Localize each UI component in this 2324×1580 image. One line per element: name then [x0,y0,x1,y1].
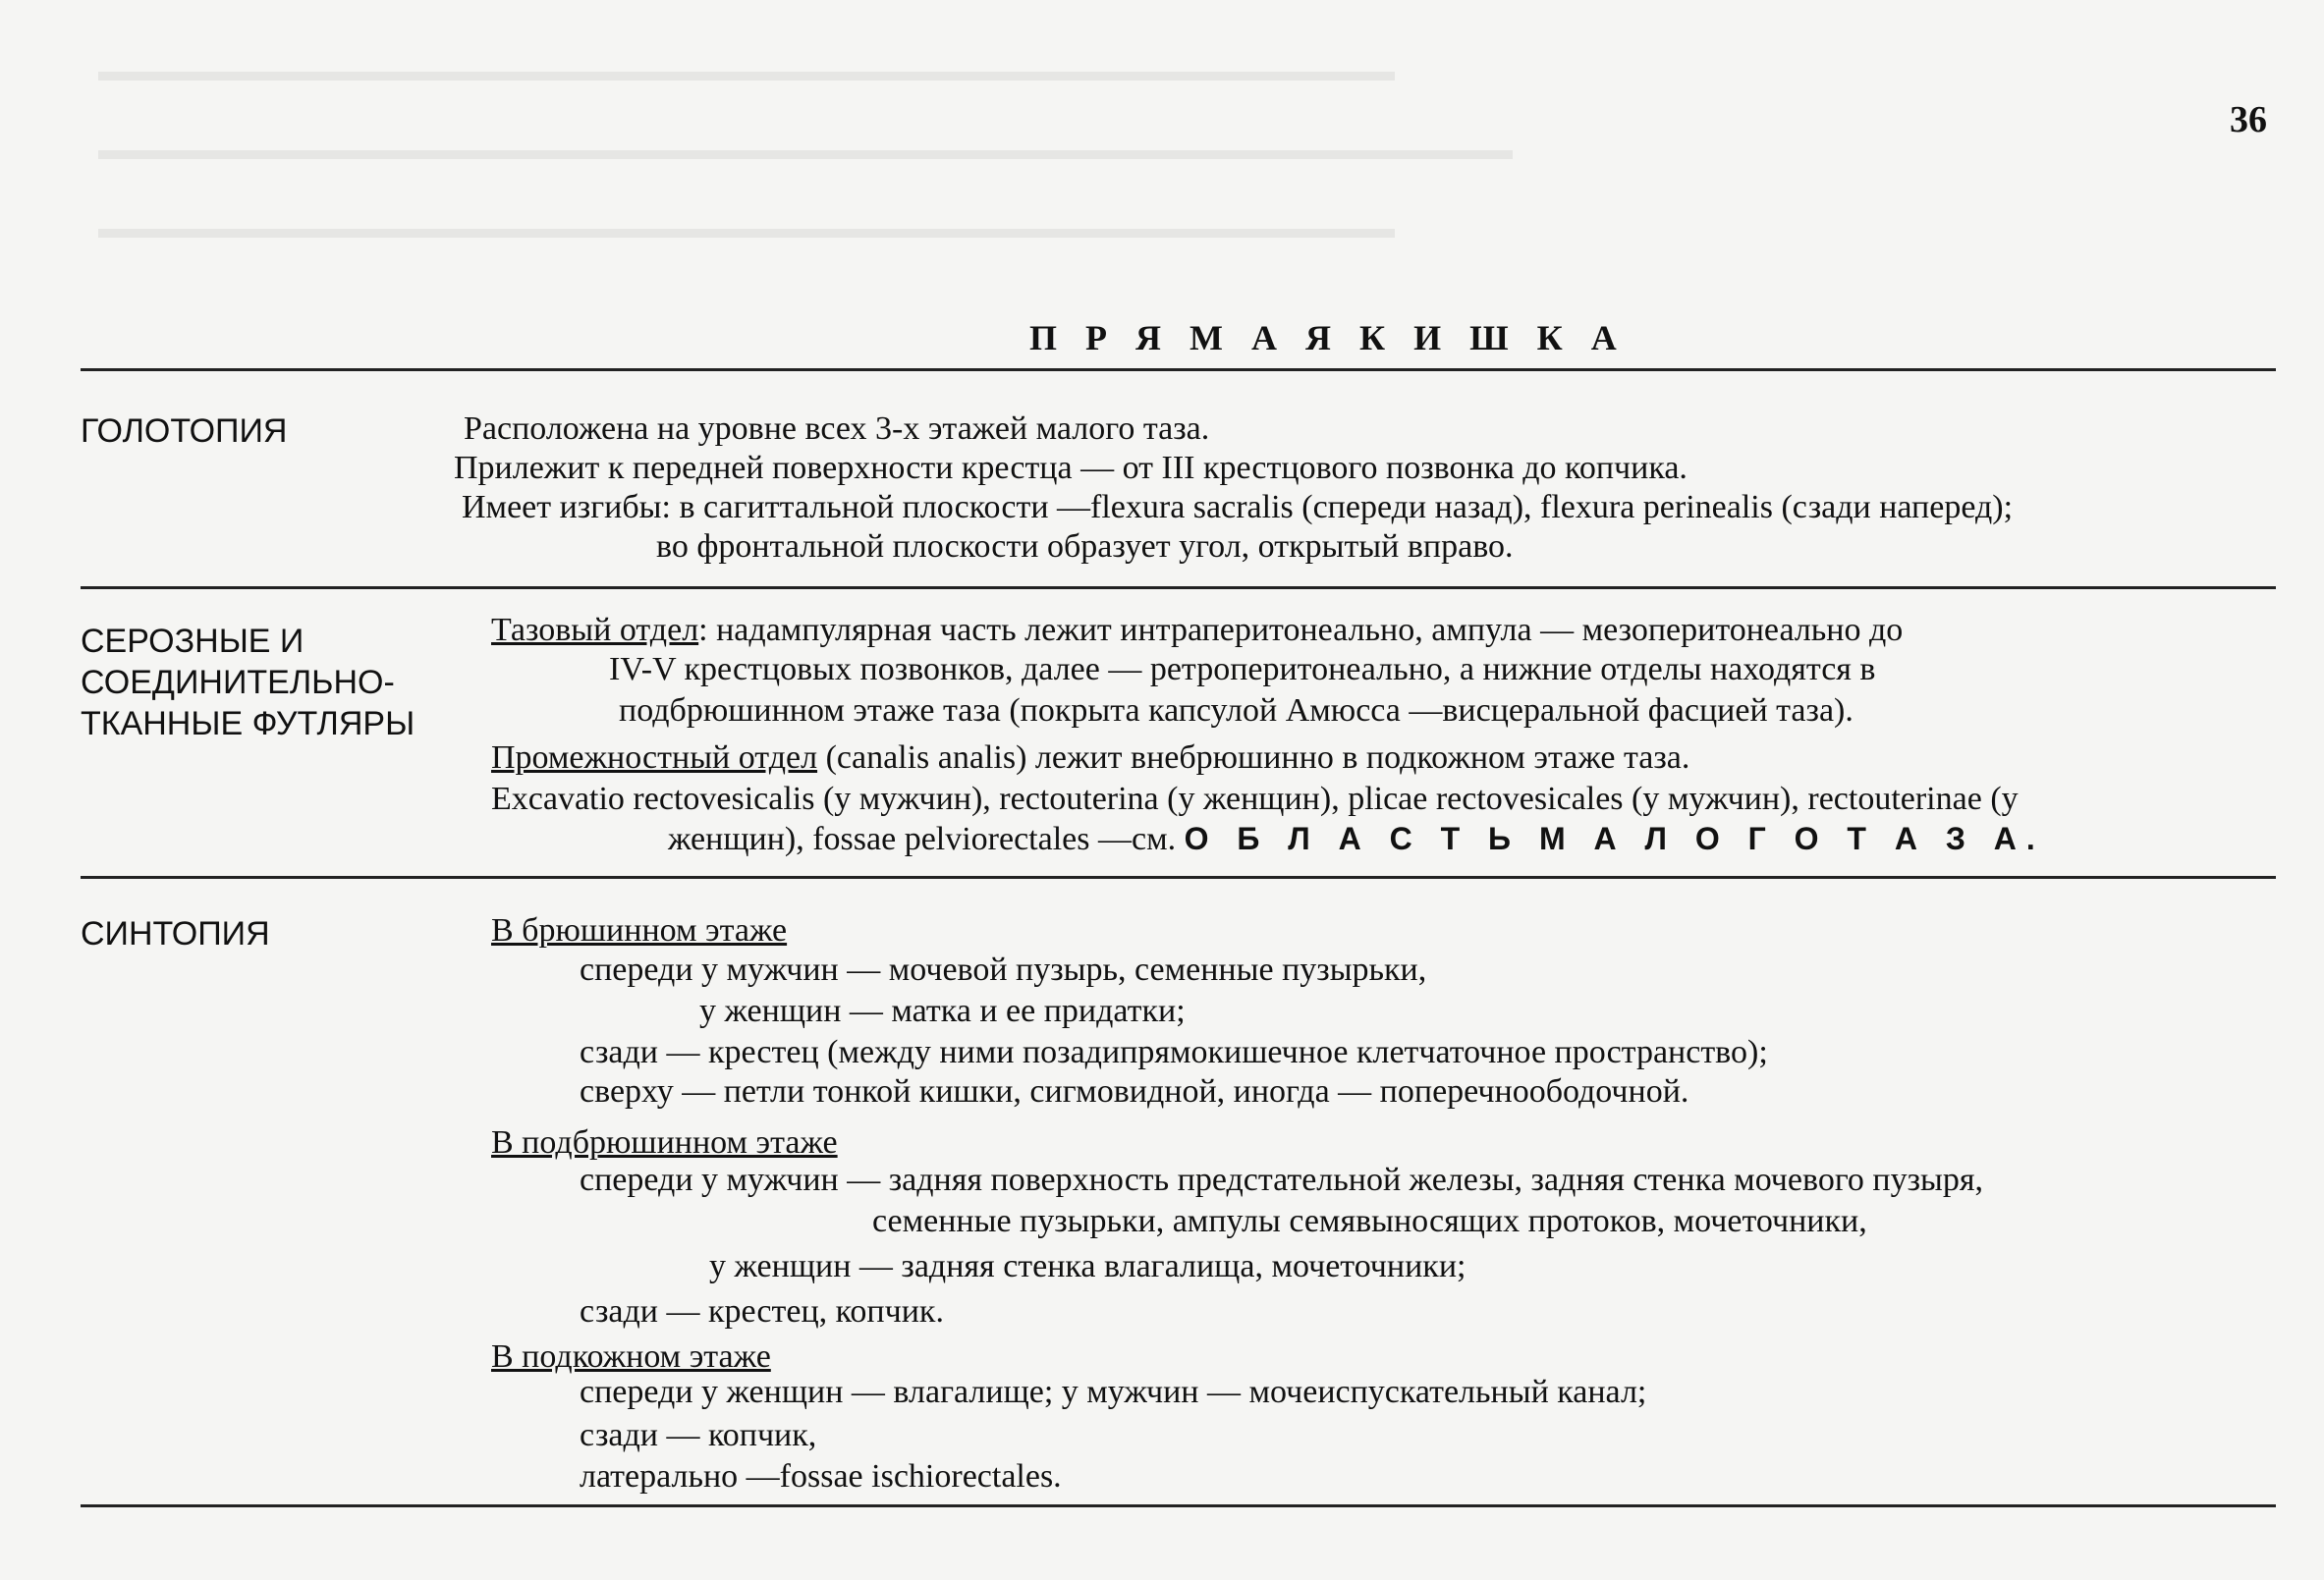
syntopy-line: спереди у мужчин — задняя поверхность предстательной железы, задняя стенка мочевого пузыря, [580,1162,1984,1198]
syntopy-line: сзади — крестец (между ними позадипрямокишечное клетчаточное пространство); [580,1034,1768,1070]
syntopy-line: сверху — петли тонкой кишки, сигмовидной, иногда — поперечноободочной. [580,1073,1689,1110]
syntopy-subheading: В подбрюшинном этаже [491,1124,838,1161]
serous-perineal-line [491,736,1689,780]
holotopy-line: во фронтальной плоскости образует угол, открытый вправо. [656,528,1514,565]
holotopy-line: Расположена на уровне всех 3-х этажей малого таза. [464,410,1210,447]
excavatio-text: женщин), fossae pelviorectales —см. [668,821,1177,857]
bleed-through-text: ▬▬▬▬▬▬▬▬▬▬▬▬▬▬▬▬▬▬▬▬▬▬▬▬▬▬▬▬▬▬▬▬▬▬▬▬▬▬▬▬▬▬▬▬ [98,65,1395,97]
bleed-through-text: ▬▬▬▬▬▬▬▬▬▬▬▬▬▬▬▬▬▬▬▬▬▬▬▬▬▬▬▬▬▬▬▬▬▬▬▬▬▬▬▬▬▬▬▬ [98,222,1395,254]
serous-excavatio-line [668,817,2045,861]
pelvic-section-text: : надампулярная часть лежит интраперитонеально, ампула — мезоперитонеально до [698,612,1904,648]
section-label-serous: СЕРОЗНЫЕ И СОЕДИНИТЕЛЬНО-ТКАННЫЕ ФУТЛЯРЫ [81,623,415,742]
serous-line: подбрюшинном этаже таза (покрыта капсулой Амюсса —висцеральной фасцией таза). [619,692,1854,729]
syntopy-subheading: В подкожном этаже [491,1338,771,1375]
perineal-section-heading: Промежностный отдел [491,739,818,776]
syntopy-line: сзади — крестец, копчик. [580,1293,944,1330]
syntopy-line: сзади — копчик, [580,1417,817,1453]
pelvic-section-heading: Тазовый отдел [491,612,699,648]
syntopy-line: спереди у женщин — влагалище; у мужчин — мочеиспускательный канал; [580,1374,1647,1410]
syntopy-subheading: В брюшинном этаже [491,912,788,949]
divider [81,368,2276,371]
syntopy-line: латерально —fossae ischiorectales. [580,1458,1062,1495]
page-title: П Р Я М А Я К И Ш К А [1029,318,1627,357]
serous-pelvic-line [491,609,1903,652]
serous-line: IV-V крестцовых позвонков, далее — ретроперитонеально, а нижние отделы находятся в [609,651,1876,687]
serous-line: Excavatio rectovesicalis (у мужчин), rectouterina (у женщин), plicae rectovesicales (у мужчин), rectouterinae (у [491,781,2019,817]
divider [81,586,2276,589]
syntopy-line: у женщин — задняя стенка влагалища, мочеточники; [709,1248,1466,1284]
syntopy-line: спереди у мужчин — мочевой пузырь, семенные пузырьки, [580,952,1427,988]
page-number: 36 [2230,99,2267,140]
section-label-holotopy: ГОЛОТОПИЯ [81,412,288,450]
divider [81,1504,2276,1507]
syntopy-line: у женщин — матка и ее придатки; [699,993,1186,1029]
section-label-syntopy: СИНТОПИЯ [81,915,270,953]
divider [81,876,2276,879]
syntopy-line: семенные пузырьки, ампулы семявыносящих протоков, мочеточники, [872,1203,1867,1239]
holotopy-line: Прилежит к передней поверхности крестца — от III крестцового позвонка до копчика. [454,450,1688,486]
bleed-through-text: ▬▬▬▬▬▬▬▬▬▬▬▬▬▬▬▬▬▬▬▬▬▬▬▬▬▬▬▬▬▬▬▬▬▬▬▬▬▬▬▬▬▬▬▬▬▬▬▬ [98,143,1513,176]
perineal-section-text: (canalis analis) лежит внебрюшинно в подкожном этаже таза. [817,739,1690,776]
holotopy-line: Имеет изгибы: в сагиттальной плоскости —flexura sacralis (спереди назад), flexura perinealis (сзади наперед); [462,489,2014,525]
cross-reference: О Б Л А С Т Ь М А Л О Г О Т А З А. [1184,821,2045,856]
